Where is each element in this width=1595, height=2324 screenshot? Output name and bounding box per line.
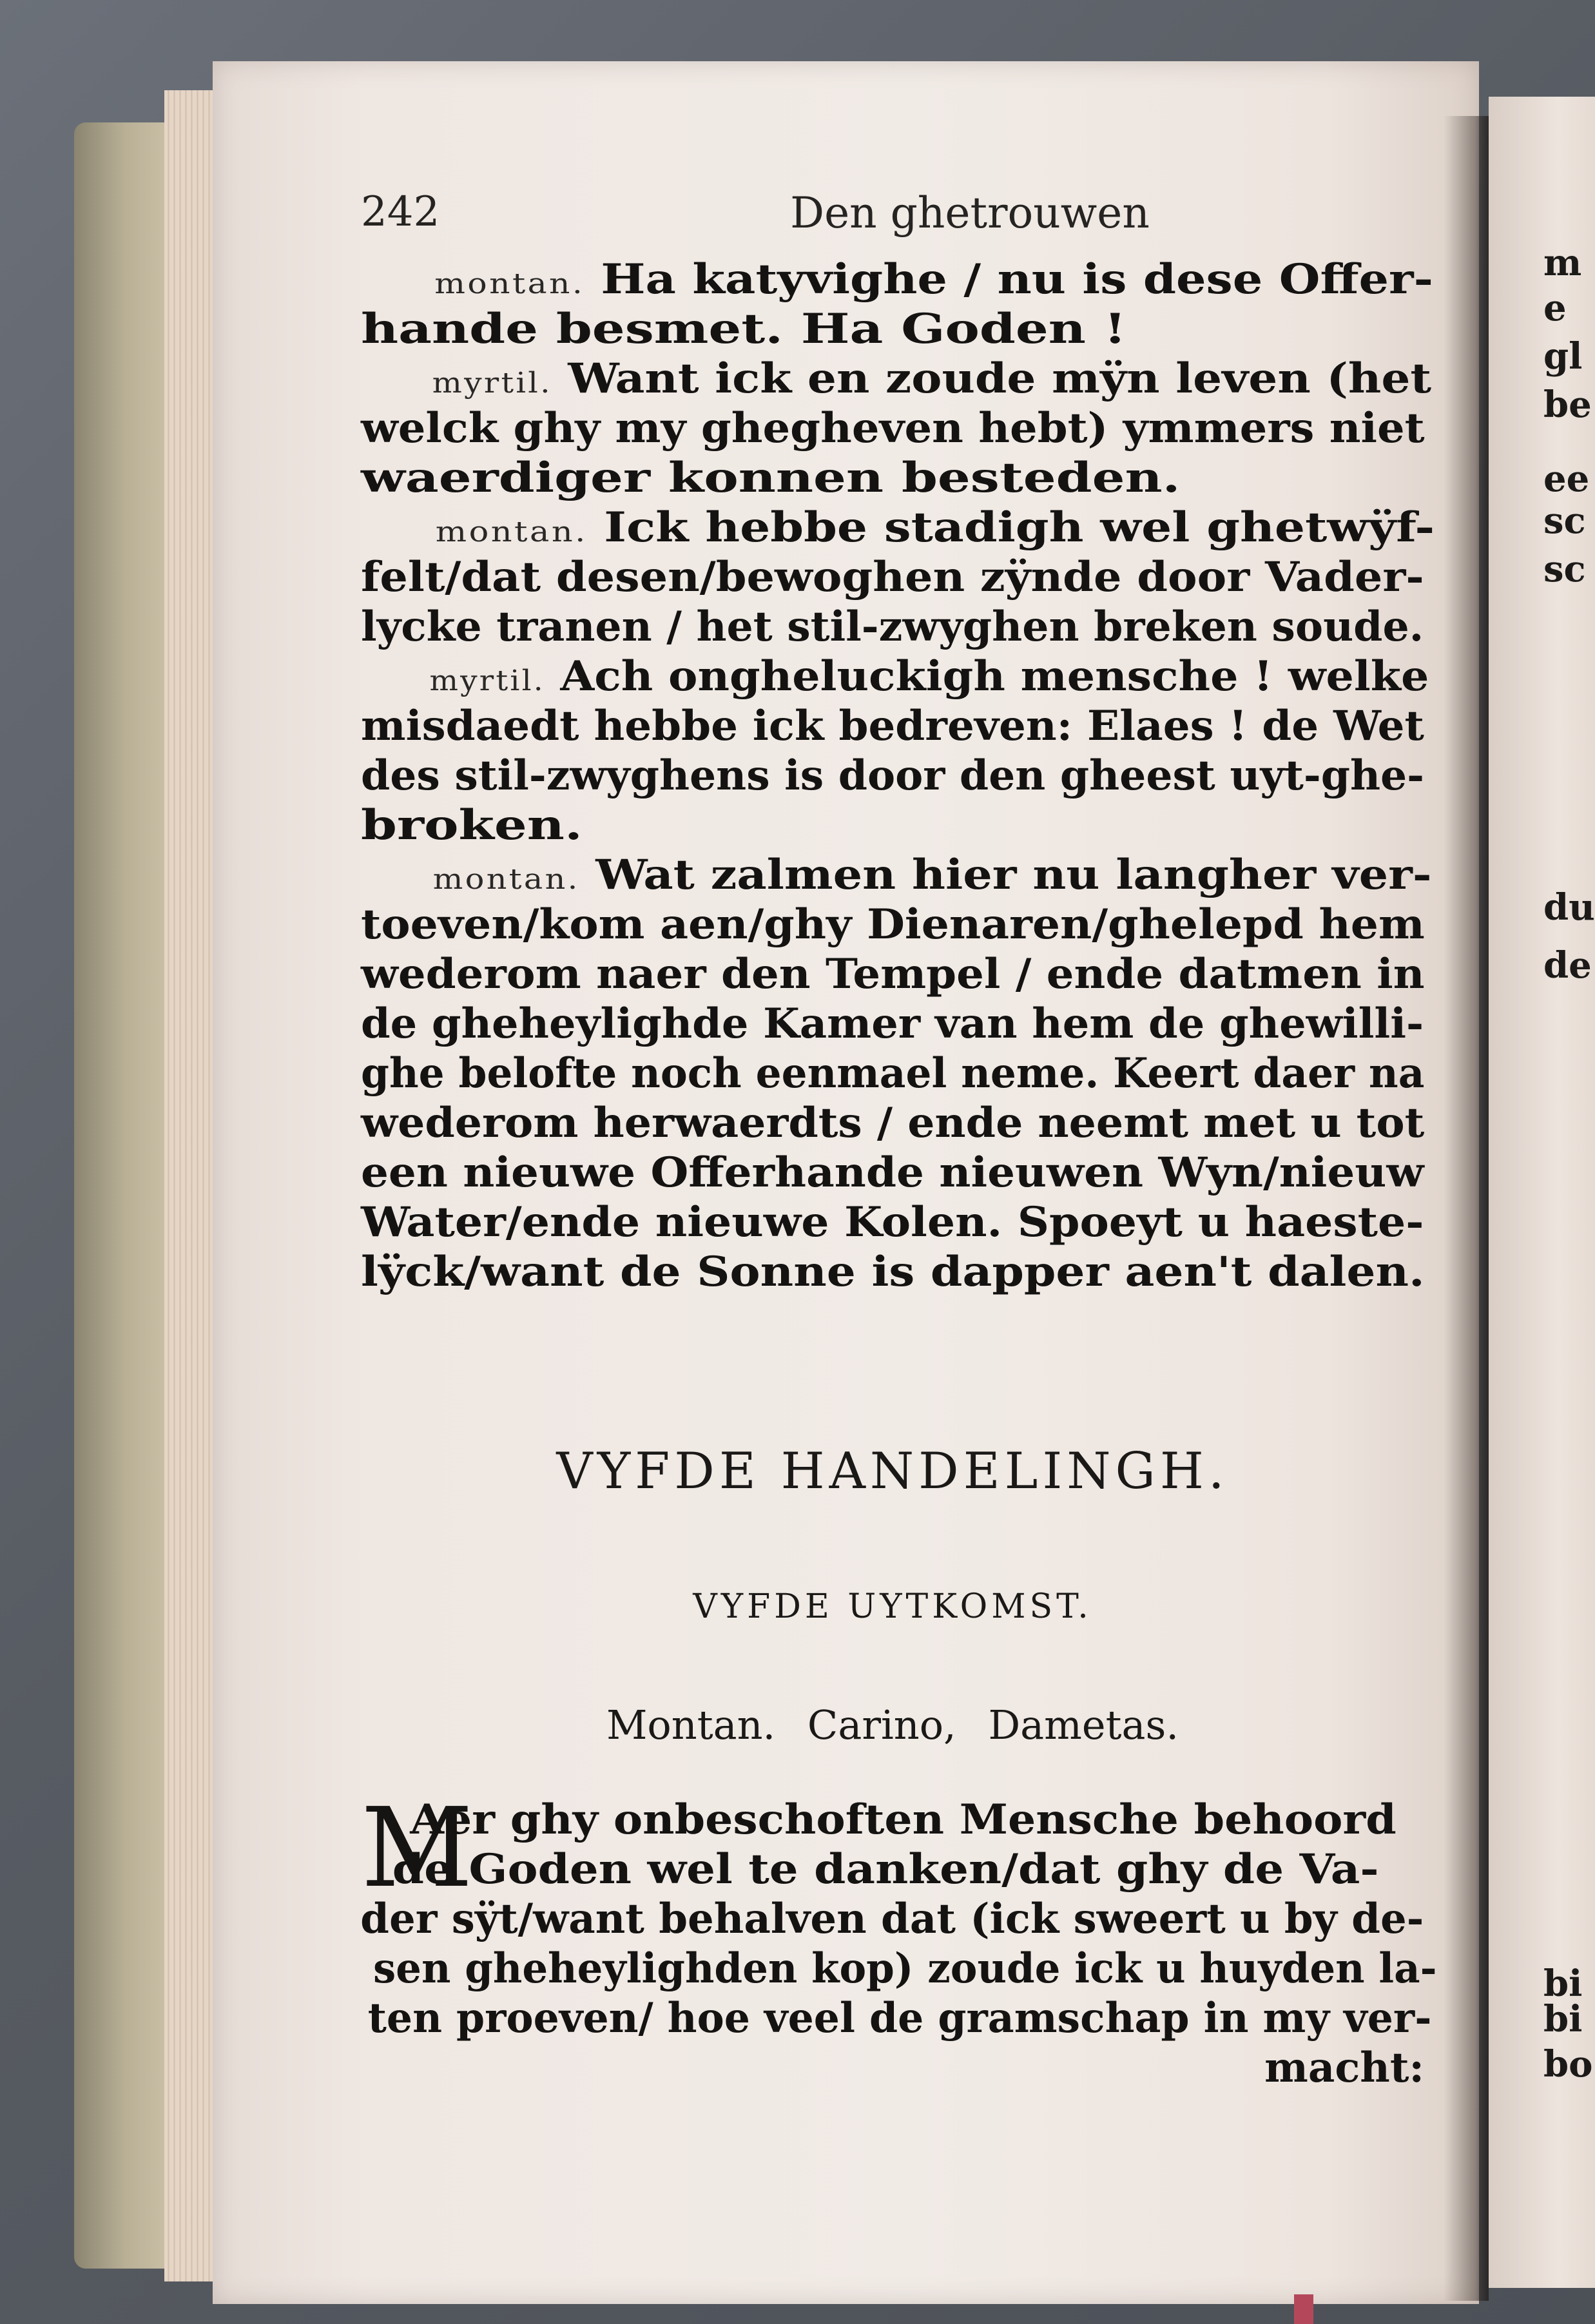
- facing-page-text: be: [1543, 383, 1592, 426]
- catchword: macht:: [1264, 2044, 1424, 2092]
- facing-page-text: bi: [1543, 1998, 1583, 2040]
- dialogue-line: [361, 850, 1550, 900]
- dialogue-line: een nieuwe Offerhande nieuwen Wyn/nieuw: [361, 1148, 1424, 1197]
- dialogue-line: sen gheheylighden kop) zoude ick u huyden la-: [372, 1944, 1437, 1993]
- dialogue-block: [361, 255, 1435, 1297]
- bookmark-ribbon: [1294, 2294, 1313, 2324]
- dialogue-line: [361, 354, 1537, 403]
- dialogue-line: wederom herwaerdts / ende neemt met u tot: [361, 1099, 1425, 1147]
- speech-text: Ha katyvighe / nu is dese Offer-: [601, 255, 1433, 304]
- dialogue-line: [361, 503, 1592, 552]
- facing-page-text: sc: [1543, 499, 1586, 542]
- speaker-name: myrtil.: [432, 367, 552, 400]
- dialogue-line: lycke tranen / het stil-zwyghen breken soude.: [361, 603, 1424, 651]
- dialogue-line: lÿck/want de Sonne is dapper aen't dalen.: [361, 1248, 1425, 1296]
- dialogue-line: des stil-zwyghens is door den gheest uyt-ghe-: [361, 751, 1425, 800]
- dialogue-line: [361, 255, 1576, 304]
- facing-page-text: bi: [1543, 1962, 1583, 2005]
- dialogue-line: felt/dat desen/bewoghen zÿnde door Vader-: [361, 553, 1424, 601]
- scene-opening-speech: [360, 1785, 1437, 2093]
- page-number: 242: [361, 188, 440, 236]
- facing-page-text: gl: [1543, 335, 1583, 378]
- dialogue-line: wederom naer den Tempel / ende datmen in: [361, 950, 1425, 998]
- speech-text: Ick hebbe stadigh wel ghetwÿf-: [604, 503, 1435, 552]
- facing-page-text: bo: [1543, 2043, 1593, 2086]
- facing-page-text: de: [1543, 944, 1592, 987]
- facing-page-text: e: [1543, 287, 1567, 329]
- page-header: [361, 188, 1424, 246]
- dialogue-line: welck ghy my ghegheven hebt) ymmers niet: [361, 404, 1425, 452]
- running-head: Den ghetrouwen: [790, 188, 1150, 238]
- dialogue-line: waerdiger konnen besteden.: [361, 454, 1181, 502]
- dialogue-line: ten proeven/ hoe veel de gramschap in my ver-: [367, 1994, 1432, 2042]
- character-list: Montan. Carino, Dametas.: [606, 1701, 1179, 1748]
- speech-text: Want ick en zoude mÿn leven (het: [568, 354, 1432, 403]
- speech-text: Wat zalmen hier nu langher ver-: [595, 851, 1432, 899]
- dialogue-line: ghe belofte noch eenmael neme. Keert daer na: [361, 1049, 1425, 1098]
- facing-page-text: ee: [1543, 458, 1590, 500]
- speaker-name: montan.: [432, 863, 580, 896]
- dialogue-line: Water/ende nieuwe Kolen. Spoeyt u haeste-: [361, 1198, 1424, 1246]
- dialogue-line: Aer ghy onbeschoften Mensche behoord: [410, 1796, 1397, 1844]
- speaker-name: myrtil.: [429, 664, 545, 697]
- drop-cap: M: [361, 1785, 474, 1912]
- facing-page-text: du: [1543, 886, 1595, 929]
- act-heading: VYFDE HANDELINGH.: [556, 1442, 1229, 1500]
- speaker-name: montan.: [434, 267, 585, 300]
- facing-page-text: sc: [1543, 548, 1586, 590]
- dialogue-line: [361, 652, 1493, 701]
- scene-heading: VYFDE UYTKOMST.: [693, 1587, 1092, 1626]
- facing-page-text: m: [1543, 242, 1582, 284]
- dialogue-line: der sÿt/want behalven dat (ick sweert u by de-: [360, 1895, 1424, 1943]
- speaker-name: montan.: [435, 516, 588, 548]
- dialogue-line: misdaedt hebbe ick bedreven: Elaes ! de Wet: [361, 702, 1424, 750]
- dialogue-line: broken.: [361, 801, 583, 849]
- dialogue-line: toeven/kom aen/ghy Dienaren/ghelepd hem: [361, 900, 1425, 949]
- dialogue-line: hande besmet. Ha Goden !: [361, 305, 1126, 353]
- dialogue-line: de Goden wel te danken/dat ghy de Va-: [392, 1845, 1379, 1893]
- speech-text: Ach ongheluckigh mensche ! welke: [560, 652, 1429, 701]
- dialogue-line: de gheheylighde Kamer van hem de ghewilli-: [361, 1000, 1424, 1048]
